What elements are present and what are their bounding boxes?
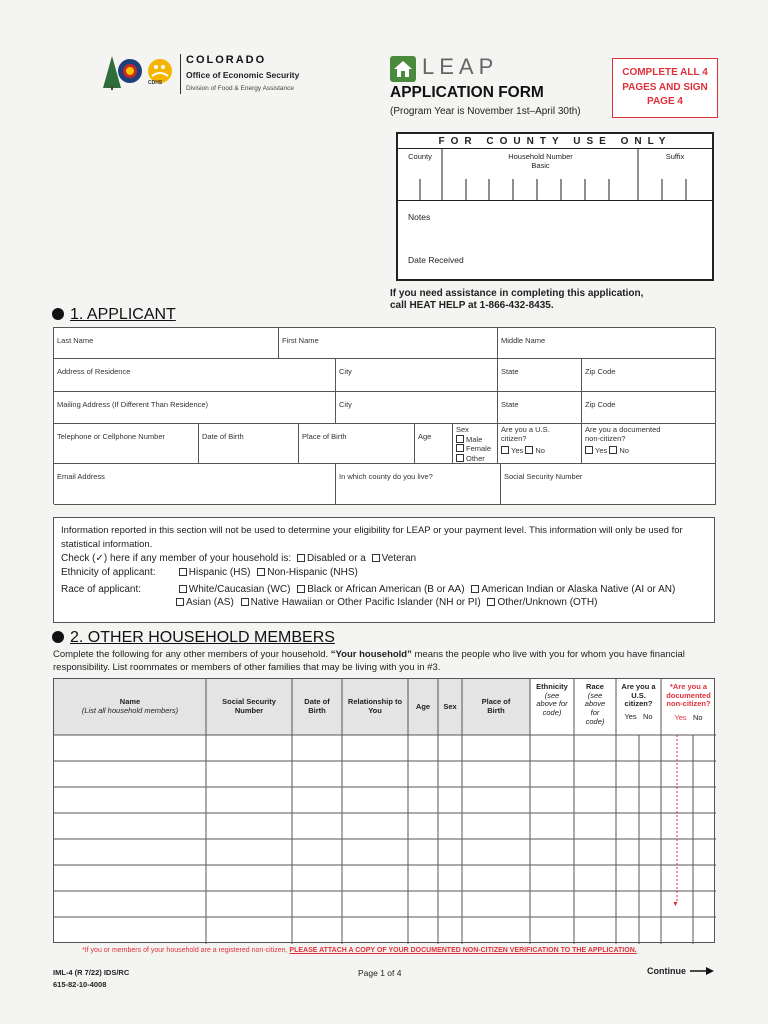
arrow-right-icon [690,966,714,976]
race-label: Race of applicant: [61,583,142,595]
col-name-header: Name (List all household members) [81,697,179,715]
noncitizen-no-checkbox[interactable] [609,446,617,454]
email-field[interactable] [54,464,336,505]
household-row[interactable] [54,787,716,813]
email-label: Email Address [57,472,105,481]
state-field[interactable] [498,359,582,392]
col-noncitizen-header: *Are you a documented non-citizen? Yes No [666,682,711,722]
white-checkbox[interactable] [179,585,187,593]
mailing-zip-label: Zip Code [585,400,616,409]
mailing-state-label: State [501,400,519,409]
nonhispanic-label: Non-Hispanic (NHS) [267,566,358,578]
disabled-checkbox[interactable] [297,554,305,562]
address-field[interactable] [54,359,336,392]
county-label: County [408,152,432,161]
ssn-field[interactable] [501,464,716,505]
sex-field [453,424,498,464]
middle-name-field[interactable] [498,328,716,359]
first-name-label: First Name [282,336,319,345]
mailing-address-field[interactable] [54,392,336,424]
section-bullet-icon [52,631,64,643]
city-label: City [339,367,352,376]
male-checkbox[interactable] [456,435,464,443]
noncitizen-note: *If you or members of your household are a registered non-citizen, PLEASE ATTACH A COPY OF YOUR DOCUMENTED NON-CITIZEN VERIFICATION TO THE APPLICATION. [82,947,637,954]
last-name-field[interactable] [54,328,279,359]
address-label: Address of Residence [57,367,131,376]
first-name-field[interactable] [279,328,498,359]
black-checkbox[interactable] [297,585,305,593]
cdhs-logo-text: CDHS [148,80,163,86]
other-race-label: Other/Unknown (OTH) [497,596,598,608]
continue-indicator: Continue [647,966,714,976]
leap-house-icon [390,56,416,82]
household-row[interactable] [54,865,716,891]
male-label: Male [466,434,483,444]
state-label: State [501,367,519,376]
noncitizen-no-label: No [619,446,629,456]
county-use-title: FOR COUNTY USE ONLY [398,134,712,149]
mailing-city-label: City [339,400,352,409]
suffix-label: Suffix [665,152,685,161]
household-row[interactable] [54,891,716,917]
mailing-state-field[interactable] [498,392,582,424]
age-field[interactable] [415,424,453,464]
col-ethnicity-header: Ethnicity (see above for code) [536,682,568,717]
asian-label: Asian (AS) [186,596,234,608]
mailing-city-field[interactable] [336,392,498,424]
household-row[interactable] [54,761,716,787]
program-year: (Program Year is November 1st–April 30th) [390,106,581,117]
sex-label: Sex [456,425,469,434]
county-number-grid[interactable] [398,149,712,201]
complete-pages-notice: COMPLETE ALL 4 PAGES AND SIGN PAGE 4 [612,58,718,118]
header-divider [180,54,181,94]
hispanic-label: Hispanic (HS) [188,566,251,578]
household-row[interactable] [54,813,716,839]
white-label: White/Caucasian (WC) [188,583,291,595]
noncitizen-field [582,424,716,464]
household-section-title: 2. OTHER HOUSEHOLD MEMBERS [52,629,335,647]
phone-field[interactable] [54,424,199,464]
col-dob-header: Date of Birth [304,697,330,715]
mailing-zip-field[interactable] [582,392,716,424]
indian-label: American Indian or Alaska Native (AI or AN) [481,583,676,595]
indian-checkbox[interactable] [471,585,479,593]
form-title: APPLICATION FORM [390,84,544,101]
county-use-box [396,132,714,281]
section-bullet-icon [52,308,64,320]
statistical-info-box [53,517,715,623]
household-row[interactable] [54,839,716,865]
nonhispanic-checkbox[interactable] [257,568,265,576]
pob-field[interactable] [299,424,415,464]
female-label: Female [466,444,492,454]
phone-label: Telephone or Cellphone Number [57,432,165,441]
citizen-yes-checkbox[interactable] [501,446,509,454]
applicant-form-grid [53,327,715,504]
other-sex-label: Other [466,453,485,463]
state-name: COLORADO [186,54,267,66]
dob-label: Date of Birth [202,432,244,441]
hawaiian-checkbox[interactable] [241,598,249,606]
help-line-2: call HEAT HELP at 1-866-432-8435. [390,300,554,311]
citizen-no-checkbox[interactable] [525,446,533,454]
zip-field[interactable] [582,359,716,392]
household-table [53,678,715,943]
county-live-field[interactable] [336,464,501,505]
household-number-label: Household Number [508,152,573,161]
ssn-label: Social Security Number [504,472,583,481]
other-sex-checkbox[interactable] [456,454,464,462]
noncitizen-yes-checkbox[interactable] [585,446,593,454]
citizen-no-label: No [535,446,545,456]
citizen-field [498,424,582,464]
col-pob-header: Place of Birth [481,697,511,715]
zip-label: Zip Code [585,367,616,376]
veteran-checkbox[interactable] [372,554,380,562]
col-ssn-header: Social Security Number [222,697,276,715]
city-field[interactable] [336,359,498,392]
noncitizen-yes-label: Yes [595,446,608,456]
applicant-section-title: 1. APPLICANT [52,306,176,324]
basic-label: Basic [531,161,550,170]
citizen-label: Are you a U.S. citizen? [501,425,550,443]
citizen-yes-label: Yes [511,446,524,456]
statistical-info-text: Information reported in this section will not be used to determine your eligibility for LEAP or your payment level. This information will only be used for statistical information. [61,525,683,550]
veteran-label: Veteran [381,552,417,564]
office-name: Office of Economic Security [186,70,300,80]
col-citizen-header: Are you a U.S. citizen? Yes No [621,682,656,721]
age-label: Age [418,432,432,441]
dob-field[interactable] [199,424,299,464]
page-number: Page 1 of 4 [358,968,402,978]
other-race-checkbox[interactable] [487,598,495,606]
household-row[interactable] [54,917,716,943]
program-name: LEAP [422,54,499,79]
col-age-header: Age [415,701,431,711]
colorado-logo [100,52,180,92]
col-sex-header: Sex [443,701,457,711]
county-live-label: In which county do you live? [339,472,433,481]
hawaiian-label: Native Hawaiian or Other Pacific Islander (NH or PI) [250,596,481,608]
female-checkbox[interactable] [456,444,464,452]
asian-checkbox[interactable] [176,598,184,606]
form-number: 615-82-10-4008 [53,980,107,989]
household-check-prefix: Check (✓) here if any member of your household is: [61,552,292,564]
last-name-label: Last Name [57,336,94,345]
pob-label: Place of Birth [302,432,347,441]
col-rel-header: Relationship to You [347,697,403,715]
ethnicity-label: Ethnicity of applicant: [61,566,156,578]
black-label: Black or African American (B or AA) [307,583,465,595]
noncitizen-arrow-icon: ▼ [672,901,679,908]
notes-label: Notes [408,212,431,222]
noncitizen-label: Are you a documented non-citizen? [585,425,661,443]
mailing-address-label: Mailing Address (If Different Than Residence) [57,400,209,409]
hispanic-checkbox[interactable] [179,568,187,576]
household-intro: Complete the following for any other members of your household. “Your household” means the people who live with you for whom you have financial responsibility. List roommates or members of other families that may be living with you in #3. [53,649,685,674]
col-race-header: Race (see above for code) [584,682,606,726]
household-row[interactable] [54,735,716,761]
date-received-label: Date Received [408,255,464,265]
disabled-label: Disabled or a [306,552,366,564]
middle-name-label: Middle Name [501,336,546,345]
division-name: Division of Food & Energy Assistance [186,85,295,92]
form-id: IML-4 (R 7/22) IDS/RC [53,968,130,977]
help-line-1: If you need assistance in completing this application, [390,288,644,299]
